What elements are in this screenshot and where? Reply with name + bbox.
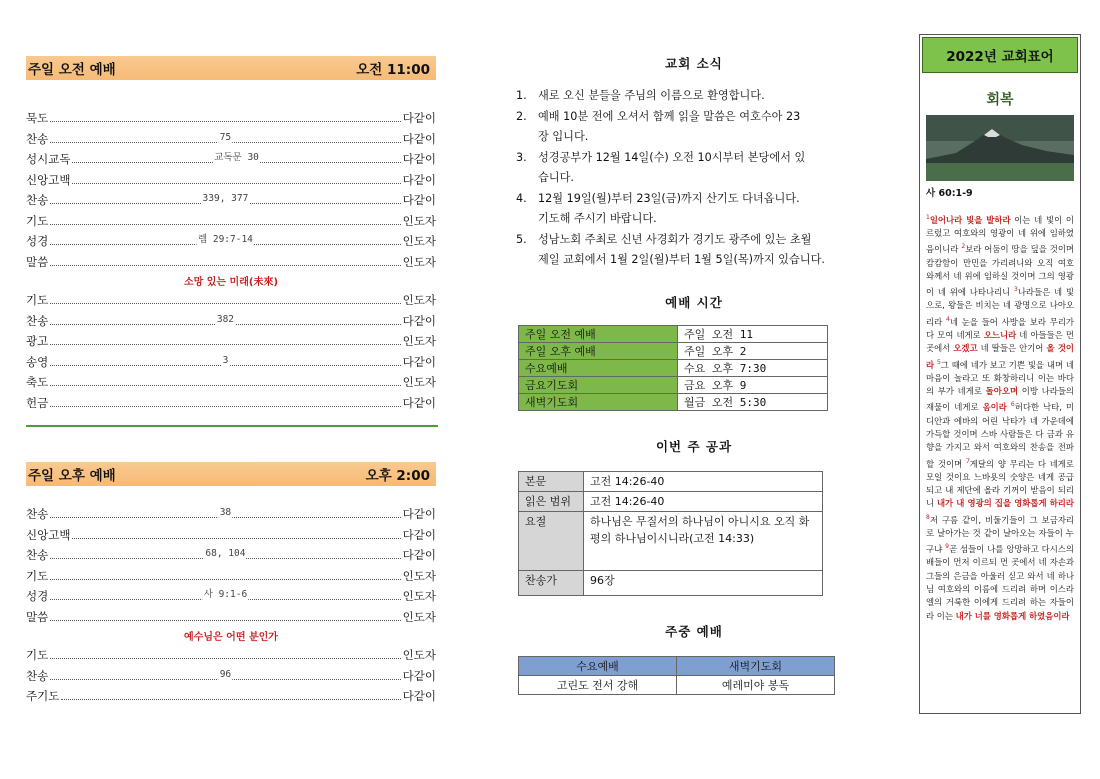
order-item-label: 찬송 bbox=[26, 668, 49, 683]
order-item-leader bbox=[50, 193, 400, 204]
schedule-title: 예배 시간 bbox=[665, 294, 723, 310]
afternoon-sermon-title: 예수님은 어떤 분인가 bbox=[184, 632, 278, 643]
news-item bbox=[514, 148, 874, 189]
order-item-label: 신앙고백 bbox=[26, 172, 71, 187]
order-item-label: 기도 bbox=[26, 213, 49, 228]
midweek-dawn-content: 예레미야 봉독 bbox=[677, 675, 835, 694]
order-item-label: 말씀 bbox=[26, 254, 49, 269]
afternoon-service-time: 오후 2:00 bbox=[365, 468, 430, 484]
schedule-service-time: 주일 오후 2 bbox=[678, 342, 828, 359]
order-item bbox=[26, 110, 436, 131]
order-item-detail: 교독문 30 bbox=[213, 149, 260, 163]
order-item bbox=[26, 233, 436, 254]
mountain-image bbox=[926, 115, 1074, 181]
news-item-text: 예배 10분 전에 오셔서 함께 읽을 말씀은 여호수아 23 장 입니다. bbox=[538, 109, 801, 143]
news-item bbox=[514, 107, 874, 148]
verse-segment: 보라 어둠이 땅을 덮을 것이며 캄캄함이 만민을 가리려니와 오직 여호와께서 네 위에 임하실 것이며 그의 영광이 네 위에 나타나리니 bbox=[926, 244, 1074, 298]
midweek-table bbox=[518, 656, 835, 695]
morning-service-time: 오전 11:00 bbox=[356, 62, 430, 78]
order-item-leader-role: 다같이 bbox=[402, 354, 436, 369]
lesson-row bbox=[519, 570, 823, 595]
news-item bbox=[514, 230, 874, 271]
lesson-key: 읽은 범위 bbox=[519, 491, 584, 511]
lesson-value: 고전 14:26-40 bbox=[584, 471, 823, 491]
order-item-leader-role: 인도자 bbox=[402, 334, 436, 348]
midweek-head-wed: 수요예배 bbox=[519, 656, 677, 675]
motto-title: 회복 bbox=[986, 92, 1014, 108]
news-item-text: 12월 19일(월)부터 23일(금)까지 산기도 다녀옵니다. 기도해 주시기 바랍니다. bbox=[538, 191, 800, 225]
afternoon-service-banner bbox=[26, 462, 436, 486]
morning-order-list-a bbox=[26, 110, 436, 274]
order-item-leader-role: 인도자 bbox=[402, 375, 436, 389]
order-item bbox=[26, 192, 436, 213]
verse-highlight: 올 것이라 bbox=[926, 343, 1075, 370]
schedule-row bbox=[519, 376, 828, 393]
order-item-leader-role: 인도자 bbox=[402, 609, 436, 624]
news-item-number: 1. bbox=[516, 89, 527, 102]
schedule-row bbox=[519, 359, 828, 376]
news-title: 교회 소식 bbox=[665, 56, 723, 71]
verse-number: 4 bbox=[945, 315, 950, 323]
verse-number: 1 bbox=[926, 214, 930, 221]
section-divider bbox=[26, 425, 438, 427]
order-item-leader-role: 다같이 bbox=[402, 527, 436, 542]
midweek-title: 주중 예배 bbox=[665, 623, 723, 639]
verse-highlight: 내가 내 영광의 집을 영화롭게 하리라 bbox=[936, 498, 1074, 509]
order-item-leader-role: 인도자 bbox=[402, 254, 436, 269]
order-item-detail: 렘 29:7-14 bbox=[197, 231, 254, 245]
order-item bbox=[26, 172, 436, 193]
order-item-label: 광고 bbox=[26, 334, 49, 348]
order-item-leader bbox=[50, 589, 400, 600]
order-item-detail: 382 bbox=[216, 313, 235, 325]
verse-highlight: 오느니라 bbox=[983, 329, 1017, 340]
order-item bbox=[26, 527, 436, 548]
order-item bbox=[26, 688, 436, 709]
order-item-leader-role: 인도자 bbox=[402, 293, 436, 307]
order-item-leader bbox=[50, 313, 400, 325]
news-item-text: 성경공부가 12월 14일(수) 오전 10시부터 본당에서 있 습니다. bbox=[538, 150, 806, 184]
schedule-row bbox=[519, 342, 828, 359]
order-item-detail: 96 bbox=[219, 668, 232, 680]
morning-service-title: 주일 오전 예배 bbox=[28, 62, 116, 78]
lesson-value: 96장 bbox=[584, 570, 823, 595]
order-item-label: 묵도 bbox=[26, 111, 49, 125]
motto-scripture-ref: 사 60:1-9 bbox=[926, 188, 973, 199]
verse-number: 8 bbox=[926, 513, 930, 521]
order-item-leader-role: 인도자 bbox=[402, 648, 436, 662]
verse-number: 3 bbox=[1014, 286, 1018, 294]
lesson-key: 요절 bbox=[519, 511, 584, 570]
verse-highlight: 오겠고 bbox=[953, 343, 978, 354]
order-item-leader bbox=[50, 224, 400, 225]
order-item-leader bbox=[50, 658, 400, 659]
verse-segment: 저 구름 같이, 비둘기들이 그 보금자리로 날아가는 것 같이 날아오는 자들이 누구냐 bbox=[926, 514, 1074, 555]
order-item-leader bbox=[50, 507, 400, 518]
news-list bbox=[514, 86, 874, 271]
morning-order-list-b bbox=[26, 292, 436, 415]
order-item-leader-role: 다같이 bbox=[402, 172, 436, 187]
order-item-leader-role: 다같이 bbox=[402, 193, 436, 207]
order-item bbox=[26, 647, 436, 668]
order-item-label: 성시교독 bbox=[26, 152, 71, 166]
lesson-key: 찬송가 bbox=[519, 570, 584, 595]
schedule-row bbox=[519, 325, 828, 342]
schedule-table bbox=[518, 325, 828, 411]
schedule-service-name: 새벽기도회 bbox=[519, 393, 678, 410]
order-item-detail: 38 bbox=[219, 507, 232, 518]
order-item-leader bbox=[72, 538, 400, 539]
verse-segment: 이는 네 빛이 이르렀고 여호와의 영광이 네 위에 임하였음이니라 bbox=[926, 214, 1074, 255]
schedule-service-time: 주일 오전 11 bbox=[678, 325, 828, 342]
order-item bbox=[26, 374, 436, 395]
info-column bbox=[514, 50, 874, 695]
schedule-service-time: 월금 오전 5:30 bbox=[678, 393, 828, 410]
order-item-label: 성경 bbox=[26, 589, 49, 603]
order-item-leader-role: 다같이 bbox=[402, 111, 436, 125]
order-item-label: 신앙고백 bbox=[26, 527, 71, 542]
verse-segment: 그 때에 네가 보고 기쁜 빛을 내며 네 마음이 놀라고 또 화창하리니 이는 바다의 부가 네게로 bbox=[926, 359, 1074, 397]
news-item-text: 새로 오신 분들을 주님의 이름으로 환영합니다. bbox=[538, 89, 765, 102]
order-item-detail: 75 bbox=[219, 131, 232, 143]
order-item-detail: 339, 377 bbox=[202, 193, 249, 204]
lesson-title: 이번 주 공과 bbox=[655, 438, 733, 454]
order-item bbox=[26, 668, 436, 689]
news-item bbox=[514, 189, 874, 230]
midweek-head-dawn: 새벽기도회 bbox=[677, 656, 835, 675]
verse-segment: 네 아들들은 먼 곳에서 bbox=[926, 329, 1074, 354]
order-item-leader-role: 인도자 bbox=[402, 213, 436, 228]
order-item-leader-role: 다같이 bbox=[402, 689, 436, 703]
verse-number: 2 bbox=[961, 243, 966, 251]
order-item-leader-role: 다같이 bbox=[402, 313, 436, 328]
order-item bbox=[26, 151, 436, 172]
motto-verse-text bbox=[926, 211, 1074, 623]
order-item bbox=[26, 588, 436, 609]
order-item bbox=[26, 333, 436, 354]
order-item-leader bbox=[50, 265, 400, 266]
news-item-text: 성남노회 주최로 신년 사경회가 경기도 광주에 있는 초월 제일 교회에서 1월 2일(월)부터 1월 5일(목)까지 있습니다. bbox=[538, 232, 825, 266]
verse-number: 5 bbox=[936, 358, 941, 366]
afternoon-order-list-b bbox=[26, 647, 436, 709]
order-item-leader bbox=[72, 183, 400, 184]
order-item bbox=[26, 547, 436, 568]
order-item-leader-role: 인도자 bbox=[402, 568, 436, 583]
order-item-leader-role: 다같이 bbox=[402, 131, 436, 146]
order-item-leader bbox=[50, 385, 400, 386]
order-item-label: 축도 bbox=[26, 375, 49, 389]
order-item-label: 성경 bbox=[26, 234, 49, 248]
lesson-row bbox=[519, 471, 823, 491]
news-item-number: 5. bbox=[516, 232, 527, 246]
order-item-label: 기도 bbox=[26, 648, 49, 662]
afternoon-order-list-a bbox=[26, 506, 436, 629]
order-item-leader-role: 다같이 bbox=[402, 395, 436, 410]
order-item-leader-role: 다같이 bbox=[402, 507, 436, 521]
afternoon-order-column bbox=[26, 462, 436, 709]
order-item bbox=[26, 254, 436, 275]
order-item bbox=[26, 506, 436, 527]
order-item-leader-role: 다같이 bbox=[402, 548, 436, 562]
verse-number: 6 bbox=[1010, 401, 1015, 409]
verse-segment: 게달의 양 무리는 다 네게로 모일 것이요 느바욧의 숫양은 네게 공급되고 내 제단에 올라 기꺼이 받음이 되리니 bbox=[926, 458, 1074, 509]
order-item-leader bbox=[50, 620, 400, 621]
schedule-service-name: 주일 오후 예배 bbox=[519, 342, 678, 359]
verse-segment: 이방 나라들의 재물이 네게로 bbox=[926, 386, 1074, 413]
afternoon-service-title: 주일 오후 예배 bbox=[28, 468, 116, 484]
order-item-label: 찬송 bbox=[26, 507, 49, 521]
schedule-service-time: 금요 오후 9 bbox=[678, 376, 828, 393]
lesson-value: 하나님은 무질서의 하나님이 아니시요 오직 화평의 하나님이시니라(고전 14:33) bbox=[584, 511, 823, 570]
order-item-label: 찬송 bbox=[26, 548, 49, 562]
order-item-leader bbox=[50, 548, 400, 559]
order-item-leader-role: 다같이 bbox=[402, 152, 436, 166]
order-item bbox=[26, 609, 436, 630]
order-item-leader bbox=[50, 131, 400, 143]
motto-panel bbox=[919, 34, 1081, 714]
order-item-label: 주기도 bbox=[26, 689, 60, 703]
order-item-label: 기도 bbox=[26, 568, 49, 583]
order-item bbox=[26, 354, 436, 375]
verse-highlight: 옴이라 bbox=[982, 402, 1007, 413]
schedule-service-time: 수요 오후 7:30 bbox=[678, 359, 828, 376]
order-item bbox=[26, 313, 436, 334]
order-item-leader bbox=[61, 699, 400, 700]
motto-banner: 2022년 교회표어 bbox=[922, 37, 1078, 73]
news-item bbox=[514, 86, 874, 107]
news-item-number: 4. bbox=[516, 191, 527, 205]
order-item-leader bbox=[50, 344, 400, 345]
verse-highlight: 일어나라 빛을 발하라 bbox=[929, 214, 1011, 225]
news-item-number: 2. bbox=[516, 109, 527, 123]
midweek-wed-content: 고린도 전서 강해 bbox=[519, 675, 677, 694]
order-item-leader bbox=[50, 303, 400, 304]
order-item-label: 기도 bbox=[26, 293, 49, 307]
order-item-label: 찬송 bbox=[26, 313, 49, 328]
order-item-leader bbox=[50, 234, 400, 245]
schedule-row bbox=[519, 393, 828, 410]
verse-highlight: 돌아오며 bbox=[985, 386, 1019, 397]
order-item-label: 헌금 bbox=[26, 395, 49, 410]
order-item-detail: 3 bbox=[222, 354, 229, 366]
verse-segment: 네 딸들은 안기어 bbox=[977, 343, 1047, 354]
order-item-leader bbox=[50, 406, 400, 407]
order-item-leader-role: 인도자 bbox=[402, 589, 436, 603]
lesson-key: 본문 bbox=[519, 471, 584, 491]
order-item bbox=[26, 292, 436, 313]
morning-sermon-title: 소망 있는 미래(未來) bbox=[183, 277, 279, 288]
order-item-label: 찬송 bbox=[26, 131, 49, 146]
news-item-number: 3. bbox=[516, 150, 527, 164]
order-item-detail: 사 9:1-6 bbox=[203, 586, 249, 600]
lesson-row bbox=[519, 511, 823, 570]
order-item-leader bbox=[50, 354, 400, 366]
verse-segment: 허다한 낙타, 미디안과 에바의 어린 낙타가 네 가운데에 가득할 것이며 스바 사람들은 다 금과 유향을 가지고 와서 여호와의 찬송을 전파할 것이며 bbox=[926, 402, 1074, 469]
order-item-leader bbox=[50, 579, 400, 580]
order-item-label: 찬송 bbox=[26, 193, 49, 207]
verse-segment: 나라들은 네 빛으로, 왕들은 비치는 네 광명으로 나아오리라 bbox=[926, 287, 1074, 327]
order-item-leader bbox=[72, 152, 400, 163]
verse-segment: 곧 섬들이 나를 앙망하고 다시스의 배들이 먼저 이르되 먼 곳에서 네 자손과 그들의 은금을 아울러 싣고 와서 네 하나님 여호와의 이름에 드리려 하며 이스라엘의 거룩한 이에게 드리려 하는 자들이라 이는 bbox=[926, 544, 1074, 621]
morning-service-banner bbox=[26, 56, 436, 80]
order-item-leader-role: 인도자 bbox=[402, 234, 436, 248]
schedule-service-name: 금요기도회 bbox=[519, 376, 678, 393]
schedule-service-name: 주일 오전 예배 bbox=[519, 325, 678, 342]
verse-segment: 네 눈을 들어 사방을 보라 무리가 다 모여 네게로 bbox=[926, 316, 1074, 340]
schedule-service-name: 수요예배 bbox=[519, 359, 678, 376]
order-item bbox=[26, 213, 436, 234]
worship-order-column bbox=[26, 56, 436, 415]
order-item-label: 말씀 bbox=[26, 609, 49, 624]
order-item-label: 송영 bbox=[26, 354, 49, 369]
order-item bbox=[26, 131, 436, 152]
order-item-leader bbox=[50, 121, 400, 122]
verse-number: 7 bbox=[965, 457, 970, 465]
order-item-detail: 68, 104 bbox=[205, 548, 246, 559]
lesson-row bbox=[519, 491, 823, 511]
lesson-table bbox=[518, 471, 823, 596]
verse-number: 9 bbox=[945, 543, 949, 551]
lesson-value: 고전 14:26-40 bbox=[584, 491, 823, 511]
order-item bbox=[26, 568, 436, 589]
order-item-leader-role: 다같이 bbox=[402, 668, 436, 683]
mountain-picture bbox=[926, 115, 1074, 181]
order-item-leader bbox=[50, 668, 400, 680]
verse-highlight: 내가 너를 영화롭게 하였음이라 bbox=[955, 610, 1070, 621]
order-item bbox=[26, 395, 436, 416]
